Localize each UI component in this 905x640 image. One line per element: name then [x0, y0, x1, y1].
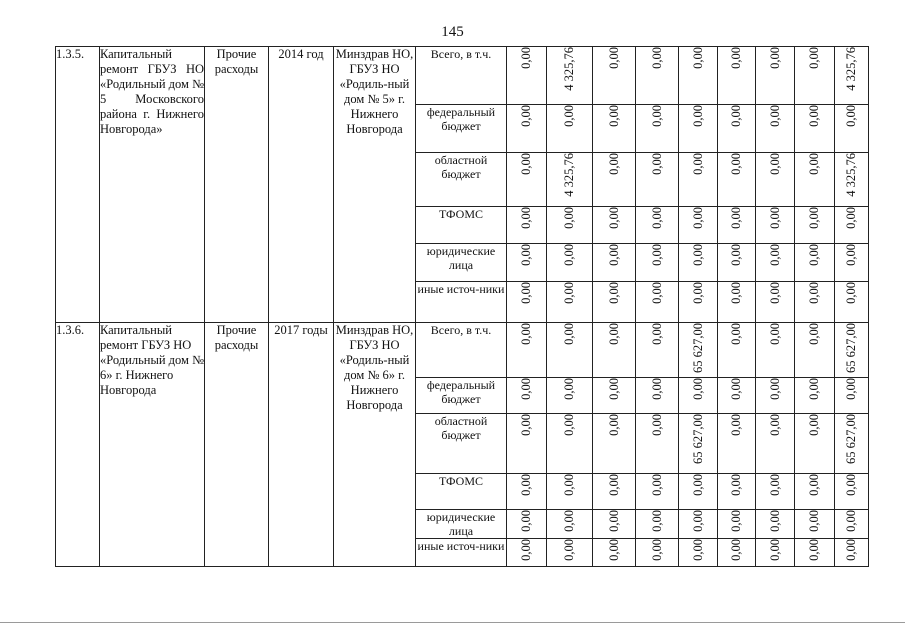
funding-source-label: ТФОМС [416, 474, 507, 510]
value-cell [835, 378, 869, 414]
value-cell [835, 510, 869, 539]
value-text: 0,00 [729, 539, 743, 561]
value-text: 65 627,00 [844, 323, 858, 373]
value-text: 0,00 [649, 207, 664, 229]
value-cell [718, 510, 756, 539]
value-cell [593, 282, 636, 323]
value-cell [756, 474, 795, 510]
value-text: 0,00 [807, 153, 821, 175]
value-text: 0,00 [649, 105, 664, 127]
value-cell [636, 510, 679, 539]
value-text: 0,00 [807, 207, 821, 229]
value-text: 0,00 [649, 47, 664, 69]
value-text: 0,00 [767, 105, 782, 127]
value-text: 0,00 [606, 105, 621, 127]
value-cell [547, 282, 593, 323]
value-text: 0,00 [767, 323, 782, 345]
funding-source-label: Всего, в т.ч. [416, 323, 507, 378]
value-text: 0,00 [807, 474, 821, 496]
value-cell [835, 153, 869, 207]
value-cell [718, 153, 756, 207]
value-text: 0,00 [844, 207, 858, 229]
funding-source-label: иные источ-ники [416, 282, 507, 323]
value-cell [718, 282, 756, 323]
value-cell [679, 323, 718, 378]
value-cell [756, 47, 795, 105]
value-text: 0,00 [807, 510, 821, 532]
value-cell [679, 378, 718, 414]
value-text: 0,00 [690, 282, 705, 304]
value-cell [547, 244, 593, 282]
value-text: 0,00 [690, 539, 705, 561]
value-text: 0,00 [807, 378, 821, 400]
funding-source-label: иные источ-ники [416, 539, 507, 567]
value-cell [795, 414, 835, 474]
value-text: 0,00 [562, 244, 576, 266]
value-cell [547, 378, 593, 414]
value-cell [547, 207, 593, 244]
value-text: 0,00 [562, 510, 576, 532]
value-text: 0,00 [767, 282, 782, 304]
value-cell [679, 539, 718, 567]
value-text: 0,00 [562, 323, 576, 345]
value-cell [679, 414, 718, 474]
value-cell [835, 539, 869, 567]
value-cell [718, 244, 756, 282]
value-text: 0,00 [606, 244, 621, 266]
value-cell [547, 474, 593, 510]
value-text: 0,00 [767, 539, 782, 561]
item-year: 2017 годы [269, 323, 334, 567]
value-text: 0,00 [844, 244, 858, 266]
value-cell [636, 323, 679, 378]
value-text: 0,00 [767, 244, 782, 266]
value-cell [679, 282, 718, 323]
value-cell [636, 244, 679, 282]
value-cell [835, 474, 869, 510]
value-text: 0,00 [844, 510, 858, 532]
value-cell [679, 474, 718, 510]
value-text: 0,00 [690, 378, 705, 400]
value-cell [636, 105, 679, 153]
value-text: 0,00 [729, 414, 743, 436]
value-cell [547, 510, 593, 539]
value-cell [679, 244, 718, 282]
value-text: 0,00 [649, 282, 664, 304]
value-text: 0,00 [844, 282, 858, 304]
value-cell [636, 378, 679, 414]
value-cell [507, 153, 547, 207]
value-cell [547, 153, 593, 207]
funding-source-label: федеральный бюджет [416, 105, 507, 153]
value-cell [636, 282, 679, 323]
value-text: 0,00 [562, 539, 576, 561]
value-cell [835, 323, 869, 378]
value-cell [718, 207, 756, 244]
value-cell [835, 47, 869, 105]
value-text: 0,00 [729, 47, 743, 69]
value-text: 0,00 [649, 153, 664, 175]
value-cell [756, 323, 795, 378]
item-title: Капитальный ремонт ГБУЗ НО «Родильный дом № 5 Московского района г. Нижнего Новгорода» [100, 47, 205, 323]
value-cell [636, 539, 679, 567]
value-cell [593, 105, 636, 153]
value-cell [795, 244, 835, 282]
value-text: 0,00 [519, 510, 533, 532]
item-number: 1.3.6. [56, 323, 100, 567]
funding-source-label: юридические лица [416, 510, 507, 539]
value-cell [835, 207, 869, 244]
value-cell [507, 47, 547, 105]
value-text: 0,00 [807, 323, 821, 345]
value-text: 0,00 [519, 105, 533, 127]
value-cell [593, 153, 636, 207]
value-text: 0,00 [606, 282, 621, 304]
value-cell [593, 244, 636, 282]
value-text: 0,00 [649, 510, 664, 532]
budget-table [55, 46, 869, 567]
value-cell [636, 414, 679, 474]
value-cell [593, 510, 636, 539]
value-text: 0,00 [519, 474, 533, 496]
value-text: 0,00 [562, 282, 576, 304]
value-text: 0,00 [649, 323, 664, 345]
value-cell [593, 414, 636, 474]
value-text: 4 325,76 [844, 153, 858, 197]
value-cell [679, 47, 718, 105]
value-cell [756, 510, 795, 539]
value-cell [756, 282, 795, 323]
value-cell [547, 414, 593, 474]
value-cell [593, 378, 636, 414]
value-text: 0,00 [649, 378, 664, 400]
value-cell [795, 378, 835, 414]
value-text: 0,00 [844, 474, 858, 496]
value-cell [679, 153, 718, 207]
page-number: 145 [441, 24, 464, 40]
value-cell [835, 282, 869, 323]
value-text: 0,00 [519, 539, 533, 561]
value-text: 0,00 [807, 244, 821, 266]
value-cell [718, 47, 756, 105]
value-cell [547, 323, 593, 378]
value-text: 0,00 [649, 414, 664, 436]
value-text: 0,00 [690, 47, 705, 69]
value-cell [795, 539, 835, 567]
value-cell [636, 153, 679, 207]
value-text: 0,00 [690, 510, 705, 532]
value-text: 0,00 [649, 539, 664, 561]
value-cell [507, 244, 547, 282]
value-text: 0,00 [606, 153, 621, 175]
funding-source-label: ТФОМС [416, 207, 507, 244]
value-cell [507, 282, 547, 323]
value-cell [795, 153, 835, 207]
value-text: 0,00 [519, 244, 533, 266]
value-text: 0,00 [519, 378, 533, 400]
value-cell [593, 323, 636, 378]
value-text: 0,00 [767, 474, 782, 496]
value-cell [679, 105, 718, 153]
value-text: 0,00 [606, 47, 621, 69]
value-cell [795, 510, 835, 539]
value-cell [593, 47, 636, 105]
value-text: 0,00 [767, 378, 782, 400]
value-text: 0,00 [807, 282, 821, 304]
expense-type: Прочие расходы [205, 323, 269, 567]
value-text: 0,00 [606, 207, 621, 229]
value-text: 0,00 [767, 414, 782, 436]
funding-source-label: областной бюджет [416, 414, 507, 474]
value-cell [547, 47, 593, 105]
value-cell [718, 323, 756, 378]
value-cell [795, 207, 835, 244]
value-text: 0,00 [767, 47, 782, 69]
value-text: 65 627,00 [690, 323, 705, 373]
value-cell [795, 474, 835, 510]
item-number: 1.3.5. [56, 47, 100, 323]
value-text: 0,00 [649, 474, 664, 496]
funding-source-label: Всего, в т.ч. [416, 47, 507, 105]
value-text: 65 627,00 [690, 414, 705, 464]
value-text: 0,00 [690, 207, 705, 229]
value-cell [756, 414, 795, 474]
value-cell [718, 539, 756, 567]
value-text: 0,00 [606, 510, 621, 532]
value-cell [507, 105, 547, 153]
value-cell [507, 323, 547, 378]
value-text: 0,00 [562, 105, 576, 127]
value-cell [756, 153, 795, 207]
scan-edge-line [0, 622, 905, 623]
value-text: 0,00 [519, 323, 533, 345]
value-text: 0,00 [844, 378, 858, 400]
value-cell [636, 474, 679, 510]
value-text: 0,00 [519, 282, 533, 304]
value-cell [795, 47, 835, 105]
value-text: 0,00 [807, 539, 821, 561]
value-cell [679, 510, 718, 539]
value-cell [593, 207, 636, 244]
value-cell [756, 244, 795, 282]
value-text: 0,00 [807, 414, 821, 436]
value-cell [718, 414, 756, 474]
value-text: 0,00 [729, 378, 743, 400]
value-text: 0,00 [690, 153, 705, 175]
value-text: 0,00 [606, 323, 621, 345]
value-text: 0,00 [690, 105, 705, 127]
value-text: 0,00 [519, 414, 533, 436]
value-cell [835, 244, 869, 282]
value-text: 4 325,76 [562, 47, 576, 91]
value-text: 0,00 [767, 207, 782, 229]
value-text: 0,00 [767, 153, 782, 175]
value-text: 0,00 [844, 105, 858, 127]
value-text: 0,00 [729, 282, 743, 304]
value-text: 4 325,76 [562, 153, 576, 197]
value-cell [835, 105, 869, 153]
value-text: 0,00 [807, 105, 821, 127]
value-cell [718, 378, 756, 414]
value-cell [593, 539, 636, 567]
value-cell [507, 414, 547, 474]
value-text: 0,00 [519, 47, 533, 69]
value-cell [679, 207, 718, 244]
value-cell [795, 105, 835, 153]
value-cell [795, 323, 835, 378]
value-cell [636, 207, 679, 244]
item-title: Капитальный ремонт ГБУЗ НО «Родильный дом № 6» г. Нижнего Новгорода [100, 323, 205, 567]
value-cell [756, 207, 795, 244]
funding-source-label: юридические лица [416, 244, 507, 282]
item-executor: Минздрав НО, ГБУЗ НО «Родиль-ный дом № 5» г. Нижнего Новгорода [334, 47, 416, 323]
value-text: 4 325,76 [844, 47, 858, 91]
value-text: 0,00 [562, 378, 576, 400]
table-row [56, 47, 869, 105]
value-cell [507, 510, 547, 539]
value-cell [756, 539, 795, 567]
value-text: 0,00 [729, 474, 743, 496]
expense-type: Прочие расходы [205, 47, 269, 323]
value-text: 0,00 [606, 414, 621, 436]
value-text: 65 627,00 [844, 414, 858, 464]
value-cell [547, 105, 593, 153]
funding-source-label: областной бюджет [416, 153, 507, 207]
value-cell [756, 105, 795, 153]
table-row [56, 323, 869, 378]
value-cell [593, 474, 636, 510]
value-text: 0,00 [606, 378, 621, 400]
value-cell [718, 474, 756, 510]
value-cell [507, 539, 547, 567]
value-cell [756, 378, 795, 414]
value-cell [795, 282, 835, 323]
value-text: 0,00 [767, 510, 782, 532]
value-text: 0,00 [690, 474, 705, 496]
value-text: 0,00 [729, 153, 743, 175]
value-text: 0,00 [690, 244, 705, 266]
value-cell [547, 539, 593, 567]
value-text: 0,00 [729, 244, 743, 266]
item-executor: Минздрав НО, ГБУЗ НО «Родиль-ный дом № 6» г. Нижнего Новгорода [334, 323, 416, 567]
value-text: 0,00 [519, 207, 533, 229]
value-cell [507, 207, 547, 244]
value-cell [718, 105, 756, 153]
item-year: 2014 год [269, 47, 334, 323]
value-text: 0,00 [562, 474, 576, 496]
value-text: 0,00 [562, 207, 576, 229]
value-text: 0,00 [519, 153, 533, 175]
value-cell [636, 47, 679, 105]
value-text: 0,00 [729, 105, 743, 127]
funding-source-label: федеральный бюджет [416, 378, 507, 414]
value-text: 0,00 [649, 244, 664, 266]
value-text: 0,00 [729, 323, 743, 345]
value-text: 0,00 [606, 474, 621, 496]
value-text: 0,00 [807, 47, 821, 69]
value-text: 0,00 [844, 539, 858, 561]
value-cell [835, 414, 869, 474]
value-cell [507, 474, 547, 510]
value-cell [507, 378, 547, 414]
value-text: 0,00 [729, 510, 743, 532]
value-text: 0,00 [606, 539, 621, 561]
value-text: 0,00 [562, 414, 576, 436]
value-text: 0,00 [729, 207, 743, 229]
